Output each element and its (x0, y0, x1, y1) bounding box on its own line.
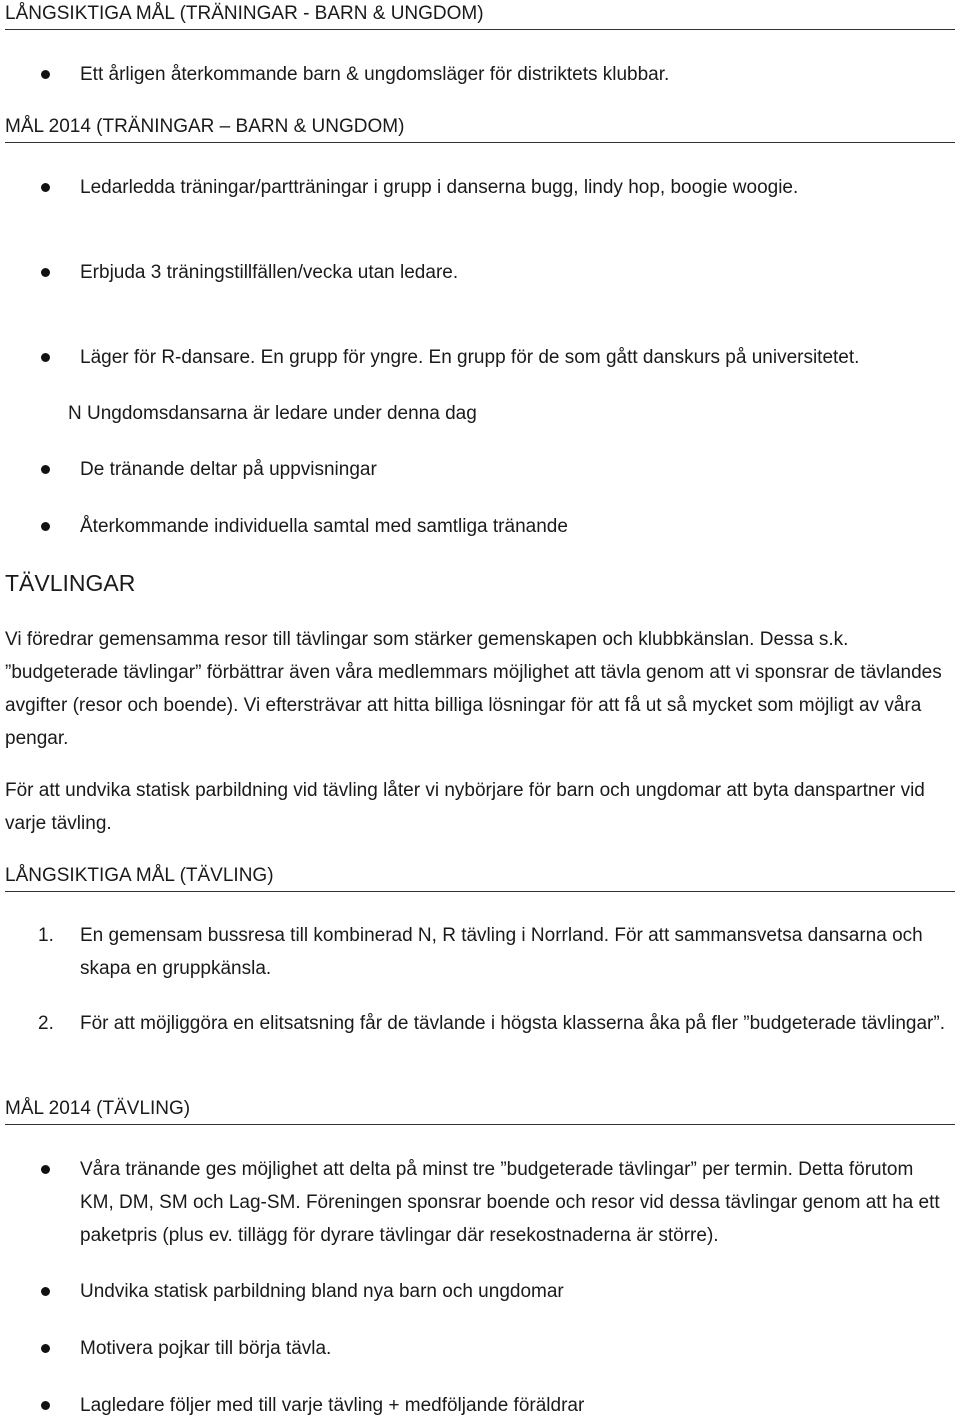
bullet-icon (41, 183, 50, 192)
paragraph: Vi föredrar gemensamma resor till tävlingar som stärker gemenskapen och klubbkänslan. Dessa s.k. ”budgeterade tävlingar” förbättrar även våra medlemmars möjlighet att tävla genom att vi sponsrar de tävlandes avgifter (resor och boende). Vi eftersträvar att hitta billiga lösningar för att få ut så mycket som möjligt av våra pengar. (5, 629, 942, 749)
bullet-icon (41, 353, 50, 362)
bullet-icon (41, 70, 50, 79)
heading-goal-2014-training: MÅL 2014 (TRÄNINGAR – BARN & UNGDOM) (5, 115, 955, 143)
list-item-text: Lagledare följer med till varje tävling + medföljande föräldrar (80, 1395, 585, 1416)
bullet-icon (41, 1165, 50, 1174)
list-item-text: Ett årligen återkommande barn & ungdomsläger för distriktets klubbar. (80, 64, 670, 85)
bullet-icon (41, 1401, 50, 1410)
list-item-text: Motivera pojkar till börja tävla. (80, 1338, 332, 1359)
note-text: N Ungdomsdansarna är ledare under denna dag (68, 403, 477, 424)
bullet-icon (41, 522, 50, 531)
list-item-text: Återkommande individuella samtal med samtliga tränande (80, 516, 568, 537)
bullet-icon (41, 268, 50, 277)
item-number: 1. (38, 925, 54, 946)
numbered-item-text: För att möjliggöra en elitsatsning får de tävlande i högsta klasserna åka på fler ”budgeterade tävlingar”. (80, 1013, 945, 1034)
list-item-text: De tränande deltar på uppvisningar (80, 459, 377, 480)
item-number: 2. (38, 1013, 54, 1034)
bullet-icon (41, 1287, 50, 1296)
numbered-item-text: En gemensam bussresa till kombinerad N, R tävling i Norrland. För att sammansvetsa dansarna och skapa en gruppkänsla. (80, 925, 923, 979)
list-item-text: Ledarledda träningar/partträningar i grupp i danserna bugg, lindy hop, boogie woogie. (80, 177, 799, 198)
list-item-text: Läger för R-dansare. En grupp för yngre. En grupp för de som gått danskurs på universitetet. (80, 347, 860, 368)
heading-goal-2014-competition: MÅL 2014 (TÄVLING) (5, 1097, 955, 1125)
list-item-text: Undvika statisk parbildning bland nya barn och ungdomar (80, 1281, 564, 1302)
heading-long-term-competition: LÅNGSIKTIGA MÅL (TÄVLING) (5, 864, 955, 892)
bullet-icon (41, 465, 50, 474)
list-item-text: Våra tränande ges möjlighet att delta på minst tre ”budgeterade tävlingar” per termin. Detta förutom KM, DM, SM och Lag-SM. Föreningen sponsrar boende och resor vid dessa tävlingar genom att ha ett paketpris (plus ev. tillägg för dyrare tävlingar där resekostnaderna är större). (80, 1159, 940, 1246)
heading-long-term-training: LÅNGSIKTIGA MÅL (TRÄNINGAR - BARN & UNGDOM) (5, 2, 955, 30)
heading-competitions: TÄVLINGAR (5, 570, 136, 596)
paragraph: För att undvika statisk parbildning vid tävling låter vi nybörjare för barn och ungdomar att byta danspartner vid varje tävling. (5, 780, 925, 834)
list-item-text: Erbjuda 3 träningstillfällen/vecka utan ledare. (80, 262, 459, 283)
bullet-icon (41, 1344, 50, 1353)
